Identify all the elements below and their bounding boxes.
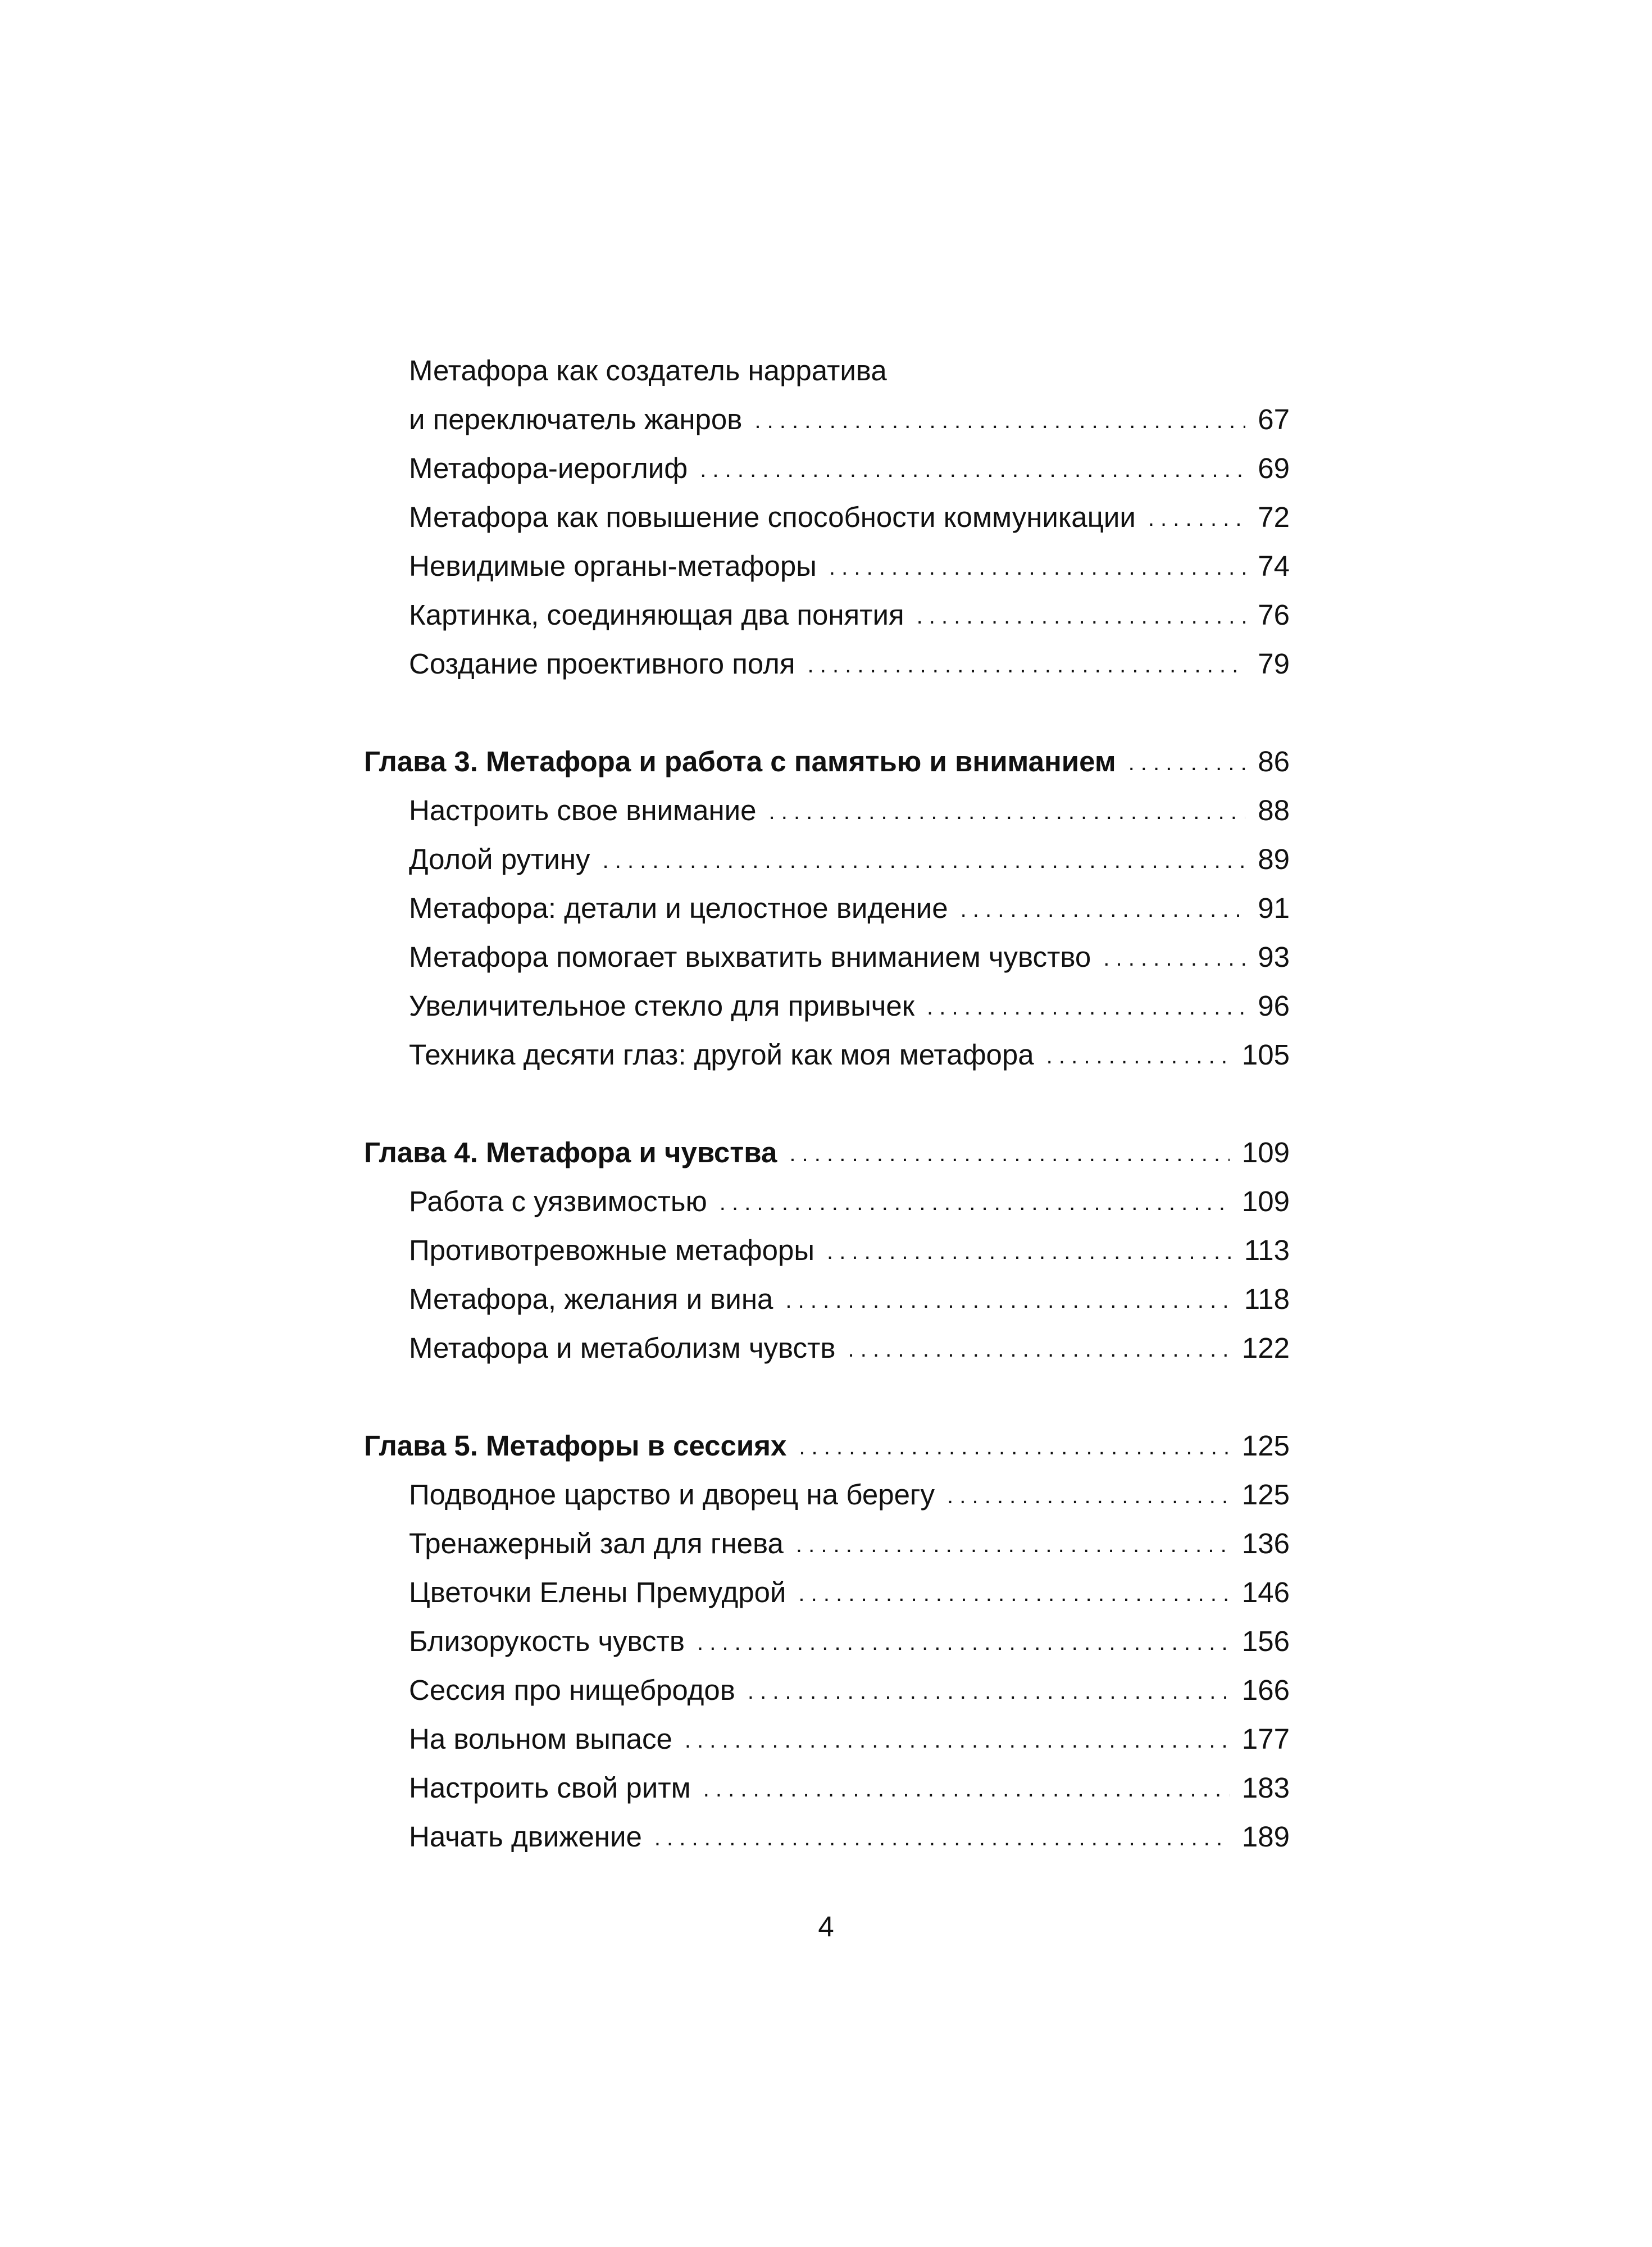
toc-entry-title: Метафора помогает выхватить вниманием чувство <box>409 941 1091 973</box>
toc-entry-title: Близорукость чувств <box>409 1625 685 1657</box>
dot-leader <box>798 1577 1229 1605</box>
dot-leader <box>697 1626 1230 1654</box>
toc-entry-page: 74 <box>1258 550 1290 582</box>
toc-entry-title: Метафора как повышение способности коммуникации <box>409 501 1136 533</box>
toc-entry-page: 109 <box>1241 1185 1290 1217</box>
dot-leader <box>799 1430 1230 1459</box>
toc-entry[interactable] <box>364 971 1290 1020</box>
toc-entry[interactable] <box>364 1020 1290 1069</box>
toc-entry-title: Техника десяти глаз: другой как моя метафора <box>409 1039 1034 1071</box>
toc-entry[interactable] <box>364 1509 1290 1558</box>
toc-entry[interactable] <box>364 1802 1290 1851</box>
page-number: 4 <box>818 1911 834 1943</box>
dot-leader <box>1046 1039 1230 1068</box>
toc-entry-page: 113 <box>1244 1234 1290 1266</box>
toc-chapter-5[interactable] <box>364 1411 1290 1460</box>
dot-leader <box>1128 746 1246 775</box>
dot-leader <box>768 795 1245 824</box>
toc-entry[interactable] <box>364 1607 1290 1655</box>
dot-leader <box>808 648 1246 677</box>
toc-entry-page: 91 <box>1258 892 1290 924</box>
dot-leader <box>789 1137 1230 1166</box>
dot-leader <box>927 990 1245 1019</box>
toc-entry[interactable] <box>364 629 1290 678</box>
toc-entry[interactable] <box>364 1216 1290 1264</box>
toc-entry[interactable] <box>364 483 1290 531</box>
dot-leader <box>796 1528 1230 1557</box>
toc-entry-intro-line <box>364 336 1290 385</box>
toc-entry-title: Картинка, соединяющая два понятия <box>409 599 904 631</box>
toc-entry-title: Начать движение <box>409 1821 642 1853</box>
toc-entry-page: 79 <box>1258 648 1290 680</box>
toc-entry[interactable] <box>364 434 1290 483</box>
toc-entry[interactable] <box>364 1558 1290 1607</box>
dot-leader <box>754 404 1245 433</box>
dot-leader <box>785 1284 1231 1312</box>
toc-entry[interactable] <box>364 385 1290 434</box>
toc-entry-page: 88 <box>1258 794 1290 826</box>
toc-entry-title: Метафора: детали и целостное видение <box>409 892 948 924</box>
toc-entry-title: Тренажерный зал для гнева <box>409 1527 784 1559</box>
toc-entry-title: Настроить свой ритм <box>409 1772 691 1804</box>
toc-entry-page: 136 <box>1241 1527 1290 1559</box>
toc-entry-page: 125 <box>1241 1479 1290 1511</box>
dot-leader <box>961 893 1246 921</box>
toc-entry-title: Настроить свое внимание <box>409 794 757 826</box>
toc-entry[interactable] <box>364 1655 1290 1704</box>
toc-entry-page: 146 <box>1241 1576 1290 1608</box>
toc-entry[interactable] <box>364 825 1290 874</box>
toc-entry[interactable] <box>364 531 1290 580</box>
toc-entry-page: 96 <box>1258 990 1290 1022</box>
toc-entry[interactable] <box>364 874 1290 922</box>
dot-leader <box>829 551 1245 579</box>
toc-entry-title: Невидимые органы-метафоры <box>409 550 817 582</box>
toc-entry-page: 183 <box>1241 1772 1290 1804</box>
toc-entry[interactable] <box>364 776 1290 825</box>
toc-entry[interactable] <box>364 1313 1290 1362</box>
dot-leader <box>720 1186 1230 1215</box>
toc-entry-title: Цветочки Елены Премудрой <box>409 1576 786 1608</box>
toc-entry-page: 105 <box>1241 1039 1290 1071</box>
toc-entry-title: Метафора как создатель нарратива <box>409 354 887 386</box>
toc-chapter-page: 86 <box>1258 745 1290 777</box>
toc-entry-page: 122 <box>1241 1332 1290 1364</box>
dot-leader <box>1103 941 1245 970</box>
toc-entry[interactable] <box>364 1167 1290 1216</box>
dot-leader <box>703 1772 1230 1801</box>
toc-entry-page: 89 <box>1258 843 1290 875</box>
toc-entry-page: 69 <box>1258 452 1290 484</box>
dot-leader <box>748 1675 1230 1703</box>
dot-leader <box>654 1821 1230 1850</box>
dot-leader <box>685 1723 1230 1752</box>
dot-leader <box>1148 502 1245 530</box>
toc-entry-title: Работа с уязвимостью <box>409 1185 707 1217</box>
dot-leader <box>917 599 1246 628</box>
toc-entry-page: 156 <box>1241 1625 1290 1657</box>
toc-entry[interactable] <box>364 1753 1290 1802</box>
toc-chapter-4[interactable] <box>364 1118 1290 1167</box>
toc-chapter-page: 125 <box>1241 1430 1290 1462</box>
toc-entry-page: 118 <box>1244 1283 1290 1315</box>
toc-entry-page: 166 <box>1241 1674 1290 1706</box>
toc-chapter-title: Глава 4. Метафора и чувства <box>364 1136 777 1168</box>
toc-entry[interactable] <box>364 922 1290 971</box>
toc-entry-page: 189 <box>1241 1821 1290 1853</box>
toc-entry-title: Подводное царство и дворец на берегу <box>409 1479 935 1511</box>
dot-leader <box>827 1235 1232 1263</box>
toc-entry[interactable] <box>364 1704 1290 1753</box>
toc-entry-page: 67 <box>1258 403 1290 435</box>
toc-entry-page: 177 <box>1241 1723 1290 1755</box>
toc-entry[interactable] <box>364 580 1290 629</box>
toc-entry-page: 93 <box>1258 941 1290 973</box>
toc-entry-title: Сессия про нищебродов <box>409 1674 735 1706</box>
toc-entry-title: Долой рутину <box>409 843 590 875</box>
toc-entry-title: Создание проективного поля <box>409 648 795 680</box>
toc-entry-page: 76 <box>1258 599 1290 631</box>
toc-entry-title: Метафора и метаболизм чувств <box>409 1332 836 1364</box>
toc-chapter-3[interactable] <box>364 727 1290 776</box>
dot-leader <box>848 1332 1230 1361</box>
toc-entry-title: Противотревожные метафоры <box>409 1234 814 1266</box>
toc-entry-title: Метафора-иероглиф <box>409 452 688 484</box>
dot-leader <box>603 844 1246 872</box>
dot-leader <box>700 453 1245 481</box>
toc-entry-page: 72 <box>1258 501 1290 533</box>
toc-entry-title: и переключатель жанров <box>409 403 743 435</box>
toc-entry-title: Увеличительное стекло для привычек <box>409 990 915 1022</box>
toc-chapter-title: Глава 3. Метафора и работа с памятью и вниманием <box>364 745 1116 777</box>
toc-entry[interactable] <box>364 1264 1290 1313</box>
toc-entry-title: Метафора, желания и вина <box>409 1283 773 1315</box>
toc-entry[interactable] <box>364 1460 1290 1509</box>
toc-chapter-title: Глава 5. Метафоры в сессиях <box>364 1430 787 1462</box>
dot-leader <box>947 1479 1230 1508</box>
toc-chapter-page: 109 <box>1241 1136 1290 1168</box>
toc-entry-title: На вольном выпасе <box>409 1723 672 1755</box>
